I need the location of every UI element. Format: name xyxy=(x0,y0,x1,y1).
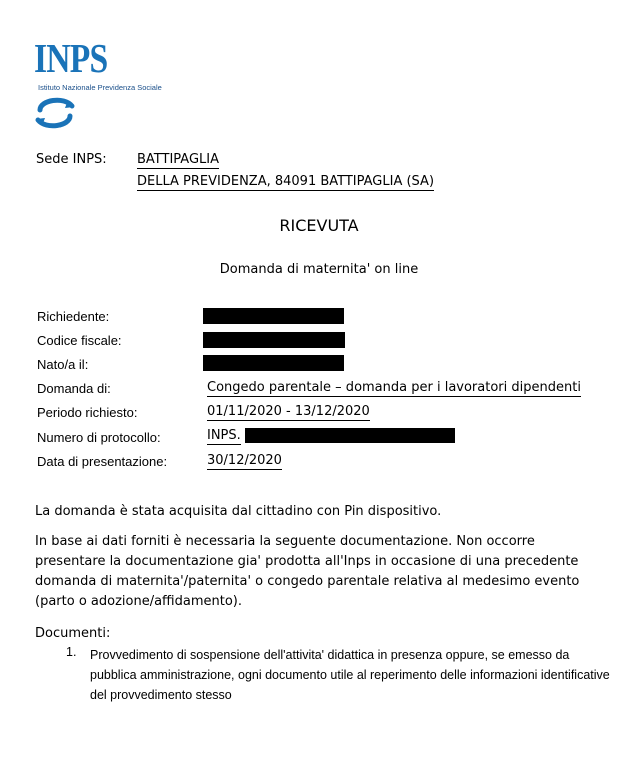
field-label-codice-fiscale: Codice fiscale: xyxy=(37,333,122,348)
field-value-data-presentazione: 30/12/2020 xyxy=(207,453,282,468)
field-label-domanda-di: Domanda di: xyxy=(37,381,111,396)
field-label-richiedente: Richiedente: xyxy=(37,309,110,324)
sede-address: DELLA PREVIDENZA, 84091 BATTIPAGLIA (SA) xyxy=(137,174,435,189)
field-label-data-presentazione: Data di presentazione: xyxy=(37,454,168,469)
sede-label: Sede INPS: xyxy=(36,152,107,167)
sede-city: BATTIPAGLIA xyxy=(137,152,220,167)
redacted-protocollo xyxy=(245,428,455,443)
field-label-periodo: Periodo richiesto: xyxy=(37,405,138,420)
logo-subtitle: Istituto Nazionale Previdenza Sociale xyxy=(38,83,162,92)
receipt-subtitle: Domanda di maternita' on line xyxy=(219,262,419,277)
inps-swirl-icon xyxy=(34,94,76,132)
receipt-title: RICEVUTA xyxy=(279,216,359,235)
redacted-codice-fiscale xyxy=(203,332,345,348)
inps-logo xyxy=(34,36,164,136)
paragraph-acquisita: La domanda è stata acquisita dal cittadino con Pin dispositivo. xyxy=(35,504,442,519)
document-item-text: Provvedimento di sospensione dell'attivita' didattica in presenza oppure, se emesso da pubblica amministrazione, ogni documento utile al reperimento delle informazioni identificative del provvedimento stesso xyxy=(90,648,610,702)
field-value-protocollo: INPS. xyxy=(207,428,241,443)
documents-title: Documenti: xyxy=(35,626,111,641)
field-value-periodo: 01/11/2020 - 13/12/2020 xyxy=(207,404,370,419)
redacted-richiedente xyxy=(203,308,344,324)
paragraph-documentazione: In base ai dati forniti è necessaria la seguente documentazione. Non occorre presentare la documentazione gia' prodotta all'Inps in occasione di una precedente domanda di maternita'/paternita' o congedo parentale relativa al medesimo evento (parto o adozione/affidamento). xyxy=(35,534,580,609)
field-label-protocollo: Numero di protocollo: xyxy=(37,430,161,445)
logo-wordmark: INPS xyxy=(34,35,108,81)
document-item-number: 1. xyxy=(66,645,77,659)
redacted-nato-il xyxy=(203,355,344,371)
field-label-nato-il: Nato/a il: xyxy=(37,357,89,372)
field-value-domanda-di: Congedo parentale – domanda per i lavoratori dipendenti xyxy=(207,380,581,395)
